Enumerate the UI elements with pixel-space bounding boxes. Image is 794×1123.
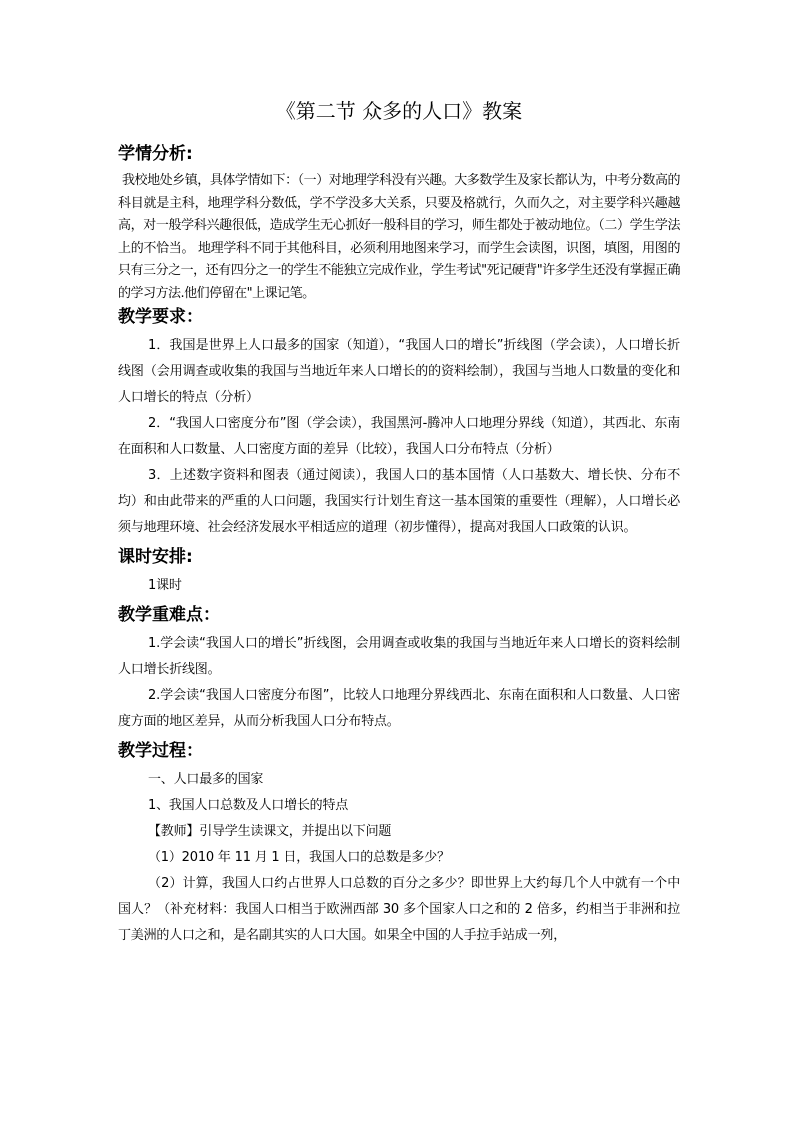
document-body [118,96,680,949]
learning-analysis-paragraph: 我校地处乡镇，具体学情如下：（一）对地理学科没有兴趣。大多数学生及家长都认为，中考分数高的科目就是主科，地理学科分数低，学不学没多大关系，只要及格就行，久而久之，对主要学科兴趣越高，对一般学科兴趣很低，造成学生无心抓好一般科目的学习，师生都处于被动地位。（二）学生学法上的不恰当。 地理学科不同于其他科目，必须利用地图来学习，而学生会读图，识图，填图，用图的只有三分之一，还有四分之一的学生不能独立完成作业，学生考试"死记硬背"许多学生还没有掌握正确的学习方法.他们停留在"上课记笔。 [118,173,680,301]
heading-requirements: 教学要求： [118,307,203,327]
requirement-item-2: 2．“我国人口密度分布”图（学会读），我国黑河-腾冲人口地理分界线（知道），其西北、东南在面积和人口数量、人口密度方面的差异（比较），我国人口分布特点（分析） [118,416,680,457]
document-title: 《第二节 众多的人口》教案 [275,99,523,123]
key-point-item-1: 1.学会读“我国人口的增长”折线图，会用调查或收集的我国与当地近年来人口增长的资料绘制人口增长折线图。 [118,636,680,677]
process-line-3: 【教师】引导学生读课文，并提出以下问题 [148,824,392,839]
process-line-1: 一、人口最多的国家 [148,772,264,787]
process-line-4: （1）2010 年 11 月 1 日，我国人口的总数是多少？ [148,850,450,865]
heading-process: 教学过程： [118,741,203,761]
heading-key-points: 教学重难点： [118,605,220,625]
process-line-2: 1、我国人口总数及人口增长的特点 [148,798,349,813]
process-paragraph: （2）计算，我国人口约占世界人口总数的百分之多少？即世界上大约每几个人中就有一个中国人？（补充材料：我国人口相当于欧洲西部 30 多个国家人口之和的 2 倍多，约相当于非洲和拉丁美洲的人口之和，是名副其实的人口大国。如果全中国的人手拉手站成一列， [118,876,680,943]
heading-schedule: 课时安排: [118,547,193,567]
requirement-item-3: 3．上述数字资料和图表（通过阅读），我国人口的基本国情（人口基数大、增长快、分布不均）和由此带来的严重的人口问题，我国实行计划生育这一基本国策的重要性（理解），人口增长必须与地理环境、社会经济发展水平相适应的道理（初步懂得），提高对我国人口政策的认识。 [118,468,680,535]
schedule-text: 1课时 [148,578,182,593]
heading-learning-analysis: 学情分析: [118,144,193,164]
key-point-item-2: 2.学会读“我国人口密度分布图”，比较人口地理分界线西北、东南在面积和人口数量、人口密度方面的地区差异，从而分析我国人口分布特点。 [118,688,680,729]
requirement-item-1: 1．我国是世界上人口最多的国家（知道），“我国人口的增长”折线图（学会读），人口增长折线图（会用调查或收集的我国与当地近年来人口增长的的资料绘制），我国与当地人口数量的变化和人口增长的特点（分析） [118,338,680,405]
